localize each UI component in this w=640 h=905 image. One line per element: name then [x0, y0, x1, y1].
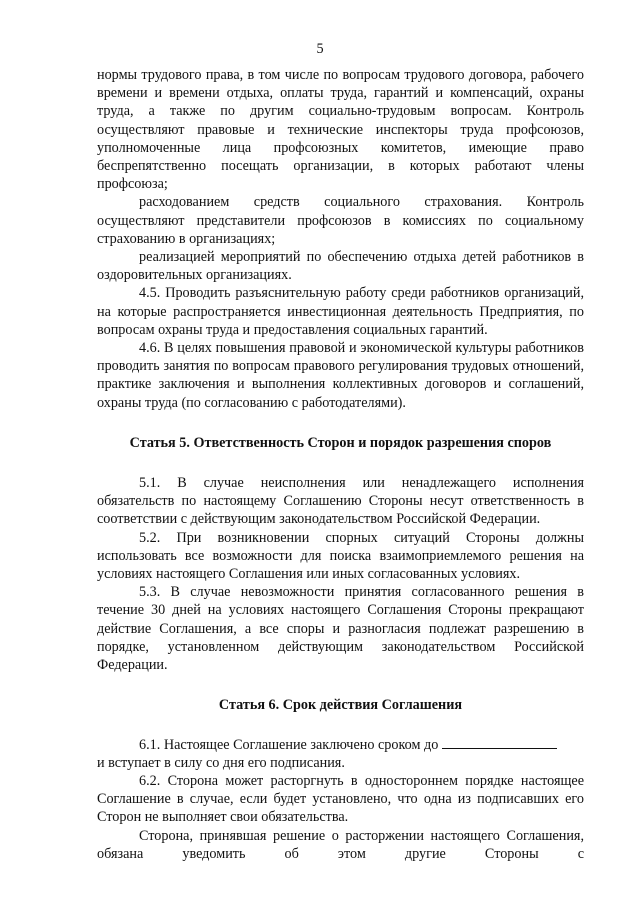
paragraph-6-1 — [97, 735, 584, 754]
article-5-heading: Статья 5. Ответственность Сторон и порядок разрешения споров — [129, 434, 552, 451]
article-6-heading: Статья 6. Срок действия Соглашения — [218, 697, 463, 714]
paragraph-6-1-start: 6.1. Настоящее Соглашение заключено сроком до — [139, 736, 439, 753]
term-date-blank — [442, 735, 557, 749]
paragraph: расходованием средств социального страхования. Контроль осуществляют представители профсоюзов в комиссиях по социальному страхованию в организациях; — [97, 194, 584, 247]
paragraph: 4.6. В целях повышения правовой и экономической культуры работников проводить занятия по вопросам правового регулирования трудовых отношений, практике заключения и выполнения коллективных договоров и соглашений, охраны труда (по согласованию с работодателями). — [97, 340, 584, 411]
paragraph: 4.5. Проводить разъяснительную работу среди работников организаций, на которые распространяется инвестиционная деятельность Предприятия, по вопросам охраны труда и предоставления социальных гарантий. — [97, 285, 584, 338]
paragraph: реализацией мероприятий по обеспечению отдыха детей работников в оздоровительных организациях. — [97, 249, 584, 284]
paragraph: 5.1. В случае неисполнения или ненадлежащего исполнения обязательств по настоящему Соглашению Стороны несут ответственность в соответствии с действующим законодательством Российской Федерации. — [97, 475, 584, 528]
paragraph: 6.2. Сторона может расторгнуть в одностороннем порядке настоящее Соглашение в случае, если будет установлено, что одна из подписавших его Сторон не выполняет свои обязательства. — [97, 772, 584, 826]
page-number: 5 — [316, 41, 324, 57]
paragraph: 5.2. При возникновении спорных ситуаций Стороны должны использовать все возможности для поиска взаимоприемлемого решения на условиях настоящего Соглашения или иных согласованных условиях. — [97, 529, 584, 583]
paragraph: Сторона, принявшая решение о расторжении настоящего Соглашения, обязана уведомить об этом другие Стороны с — [97, 827, 584, 862]
paragraph: нормы трудового права, в том числе по вопросам трудового договора, рабочего времени и времени отдыха, оплаты труда, гарантий и компенсаций, охраны труда, а также по другим социально-трудовым вопросам. Контроль осуществляют правовые и технические инспекторы труда профсоюзов, уполномоченные лица профсоюзных комитетов, имеющие право беспрепятственно посещать организации, в которых работают члены профсоюза; — [97, 67, 584, 193]
document-body — [97, 66, 584, 863]
paragraph: 5.3. В случае невозможности принятия согласованного решения в течение 30 дней на условиях настоящего Соглашения Стороны прекращают действие Соглашения, а все споры и разногласия подлежат разрешению в порядке, установленном действующим законодательством Российской Федерации. — [97, 584, 584, 674]
paragraph-6-1-end: и вступает в силу со дня его подписания. — [97, 754, 345, 771]
